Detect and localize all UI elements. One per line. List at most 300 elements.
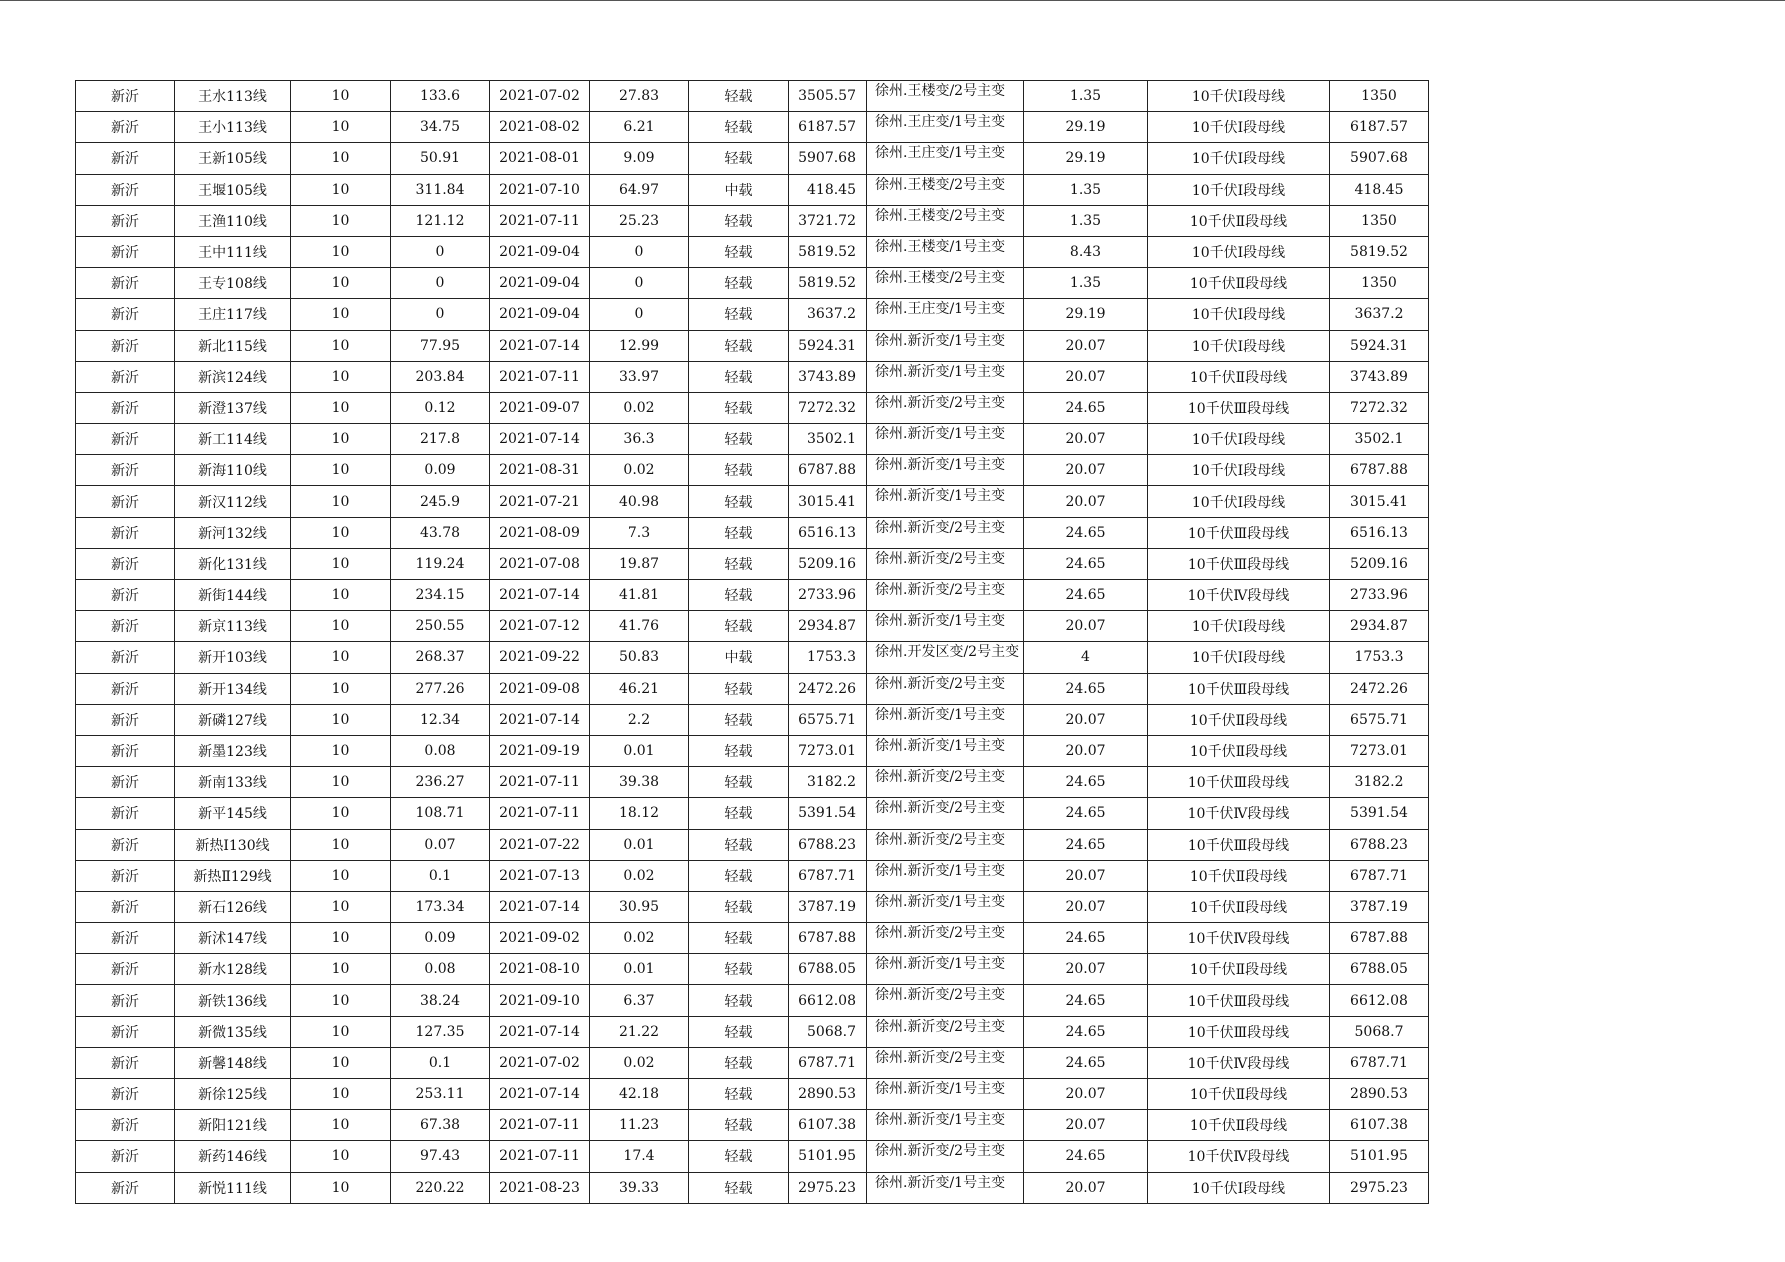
cell-record-date: 2021-09-10 <box>490 985 590 1016</box>
cell-county: 新沂 <box>76 1172 175 1203</box>
cell-record-date: 2021-07-21 <box>490 486 590 517</box>
cell-source-transformer: 徐州.新沂变/1号主变 <box>867 1079 1024 1110</box>
cell-load-status: 轻载 <box>689 424 789 455</box>
cell-load-status: 轻载 <box>689 985 789 1016</box>
cell-remaining-capacity: 5391.54 <box>1330 798 1429 829</box>
cell-load-status: 轻载 <box>689 673 789 704</box>
cell-busbar-section: 10千伏Ⅲ段母线 <box>1148 985 1330 1016</box>
cell-feeder-name: 新水128线 <box>175 954 291 985</box>
cell-current-load: 108.71 <box>391 798 490 829</box>
cell-remaining-capacity: 3015.41 <box>1330 486 1429 517</box>
cell-load-rate: 40.98 <box>590 486 689 517</box>
cell-current-load: 43.78 <box>391 517 490 548</box>
cell-busbar-section: 10千伏Ⅰ段母线 <box>1148 611 1330 642</box>
cell-record-date: 2021-08-01 <box>490 143 590 174</box>
cell-load-status: 轻载 <box>689 704 789 735</box>
cell-busbar-section: 10千伏Ⅳ段母线 <box>1148 1141 1330 1172</box>
cell-county: 新沂 <box>76 205 175 236</box>
cell-load-status: 中载 <box>689 642 789 673</box>
cell-voltage-level: 10 <box>291 1141 391 1172</box>
cell-busbar-section: 10千伏Ⅰ段母线 <box>1148 236 1330 267</box>
cell-source-transformer: 徐州.新沂变/1号主变 <box>867 954 1024 985</box>
cell-source-transformer: 徐州.新沂变/2号主变 <box>867 798 1024 829</box>
cell-available-capacity: 418.45 <box>789 174 867 205</box>
cell-source-transformer: 徐州.王楼变/2号主变 <box>867 205 1024 236</box>
cell-transformer-load-rate: 24.65 <box>1024 767 1148 798</box>
cell-record-date: 2021-07-14 <box>490 1016 590 1047</box>
cell-available-capacity: 2733.96 <box>789 580 867 611</box>
cell-load-rate: 18.12 <box>590 798 689 829</box>
cell-load-status: 轻载 <box>689 143 789 174</box>
cell-voltage-level: 10 <box>291 486 391 517</box>
cell-record-date: 2021-07-02 <box>490 1047 590 1078</box>
cell-remaining-capacity: 6575.71 <box>1330 704 1429 735</box>
table-row <box>76 673 1429 704</box>
table-row <box>76 1110 1429 1141</box>
cell-current-load: 34.75 <box>391 112 490 143</box>
table-row <box>76 798 1429 829</box>
cell-available-capacity: 5819.52 <box>789 268 867 299</box>
cell-source-transformer: 徐州.王楼变/2号主变 <box>867 268 1024 299</box>
cell-load-rate: 50.83 <box>590 642 689 673</box>
cell-current-load: 311.84 <box>391 174 490 205</box>
cell-busbar-section: 10千伏Ⅰ段母线 <box>1148 143 1330 174</box>
cell-transformer-load-rate: 24.65 <box>1024 923 1148 954</box>
cell-record-date: 2021-09-22 <box>490 642 590 673</box>
cell-county: 新沂 <box>76 81 175 112</box>
cell-load-status: 中载 <box>689 174 789 205</box>
cell-load-status: 轻载 <box>689 1047 789 1078</box>
cell-remaining-capacity: 3637.2 <box>1330 299 1429 330</box>
cell-remaining-capacity: 3502.1 <box>1330 424 1429 455</box>
cell-load-status: 轻载 <box>689 580 789 611</box>
cell-remaining-capacity: 7272.32 <box>1330 392 1429 423</box>
cell-current-load: 0.08 <box>391 735 490 766</box>
cell-county: 新沂 <box>76 735 175 766</box>
cell-remaining-capacity: 6187.57 <box>1330 112 1429 143</box>
cell-remaining-capacity: 2975.23 <box>1330 1172 1429 1203</box>
cell-record-date: 2021-08-31 <box>490 455 590 486</box>
cell-current-load: 253.11 <box>391 1079 490 1110</box>
cell-busbar-section: 10千伏Ⅲ段母线 <box>1148 1016 1330 1047</box>
cell-current-load: 250.55 <box>391 611 490 642</box>
cell-voltage-level: 10 <box>291 174 391 205</box>
cell-voltage-level: 10 <box>291 860 391 891</box>
cell-county: 新沂 <box>76 486 175 517</box>
cell-feeder-name: 新药146线 <box>175 1141 291 1172</box>
table-row <box>76 1172 1429 1203</box>
cell-available-capacity: 2472.26 <box>789 673 867 704</box>
cell-load-status: 轻载 <box>689 517 789 548</box>
cell-source-transformer: 徐州.新沂变/1号主变 <box>867 1172 1024 1203</box>
cell-source-transformer: 徐州.王庄变/1号主变 <box>867 299 1024 330</box>
cell-load-status: 轻载 <box>689 112 789 143</box>
cell-county: 新沂 <box>76 891 175 922</box>
cell-load-status: 轻载 <box>689 954 789 985</box>
cell-remaining-capacity: 5907.68 <box>1330 143 1429 174</box>
cell-voltage-level: 10 <box>291 1079 391 1110</box>
cell-load-status: 轻载 <box>689 392 789 423</box>
cell-load-rate: 27.83 <box>590 81 689 112</box>
cell-busbar-section: 10千伏Ⅰ段母线 <box>1148 330 1330 361</box>
cell-source-transformer: 徐州.新沂变/2号主变 <box>867 1141 1024 1172</box>
table-row <box>76 580 1429 611</box>
table-row <box>76 174 1429 205</box>
cell-available-capacity: 3182.2 <box>789 767 867 798</box>
cell-county: 新沂 <box>76 236 175 267</box>
cell-busbar-section: 10千伏Ⅲ段母线 <box>1148 392 1330 423</box>
cell-available-capacity: 3015.41 <box>789 486 867 517</box>
cell-voltage-level: 10 <box>291 580 391 611</box>
cell-feeder-name: 新澄137线 <box>175 392 291 423</box>
cell-voltage-level: 10 <box>291 299 391 330</box>
cell-voltage-level: 10 <box>291 985 391 1016</box>
cell-current-load: 0 <box>391 268 490 299</box>
cell-record-date: 2021-09-08 <box>490 673 590 704</box>
cell-remaining-capacity: 2934.87 <box>1330 611 1429 642</box>
cell-load-status: 轻载 <box>689 923 789 954</box>
cell-source-transformer: 徐州.新沂变/2号主变 <box>867 673 1024 704</box>
cell-record-date: 2021-09-04 <box>490 299 590 330</box>
cell-remaining-capacity: 2890.53 <box>1330 1079 1429 1110</box>
cell-load-rate: 6.21 <box>590 112 689 143</box>
cell-feeder-name: 新铁136线 <box>175 985 291 1016</box>
cell-record-date: 2021-09-02 <box>490 923 590 954</box>
cell-busbar-section: 10千伏Ⅲ段母线 <box>1148 673 1330 704</box>
cell-current-load: 12.34 <box>391 704 490 735</box>
cell-busbar-section: 10千伏Ⅱ段母线 <box>1148 205 1330 236</box>
cell-transformer-load-rate: 20.07 <box>1024 735 1148 766</box>
cell-voltage-level: 10 <box>291 392 391 423</box>
table-row <box>76 767 1429 798</box>
cell-feeder-name: 王水113线 <box>175 81 291 112</box>
cell-feeder-name: 新工114线 <box>175 424 291 455</box>
cell-source-transformer: 徐州.新沂变/1号主变 <box>867 891 1024 922</box>
cell-feeder-name: 新悦111线 <box>175 1172 291 1203</box>
cell-current-load: 127.35 <box>391 1016 490 1047</box>
cell-current-load: 245.9 <box>391 486 490 517</box>
cell-transformer-load-rate: 1.35 <box>1024 174 1148 205</box>
cell-busbar-section: 10千伏Ⅱ段母线 <box>1148 1110 1330 1141</box>
cell-source-transformer: 徐州.新沂变/2号主变 <box>867 548 1024 579</box>
table-row <box>76 891 1429 922</box>
table-row <box>76 81 1429 112</box>
cell-remaining-capacity: 3743.89 <box>1330 361 1429 392</box>
cell-load-rate: 46.21 <box>590 673 689 704</box>
cell-record-date: 2021-07-11 <box>490 361 590 392</box>
table-row <box>76 330 1429 361</box>
cell-remaining-capacity: 1350 <box>1330 205 1429 236</box>
cell-available-capacity: 6107.38 <box>789 1110 867 1141</box>
cell-load-status: 轻载 <box>689 81 789 112</box>
cell-available-capacity: 5391.54 <box>789 798 867 829</box>
cell-county: 新沂 <box>76 829 175 860</box>
table-row <box>76 361 1429 392</box>
cell-available-capacity: 6516.13 <box>789 517 867 548</box>
cell-record-date: 2021-07-14 <box>490 1079 590 1110</box>
cell-load-status: 轻载 <box>689 860 789 891</box>
cell-source-transformer: 徐州.新沂变/1号主变 <box>867 361 1024 392</box>
cell-record-date: 2021-07-13 <box>490 860 590 891</box>
cell-voltage-level: 10 <box>291 923 391 954</box>
cell-load-status: 轻载 <box>689 611 789 642</box>
cell-current-load: 67.38 <box>391 1110 490 1141</box>
cell-load-status: 轻载 <box>689 455 789 486</box>
cell-source-transformer: 徐州.开发区变/2号主变 <box>867 642 1024 673</box>
cell-record-date: 2021-09-04 <box>490 268 590 299</box>
cell-record-date: 2021-08-09 <box>490 517 590 548</box>
cell-voltage-level: 10 <box>291 735 391 766</box>
cell-current-load: 0.12 <box>391 392 490 423</box>
cell-remaining-capacity: 2472.26 <box>1330 673 1429 704</box>
cell-feeder-name: 新开103线 <box>175 642 291 673</box>
cell-load-rate: 39.38 <box>590 767 689 798</box>
cell-transformer-load-rate: 20.07 <box>1024 891 1148 922</box>
cell-feeder-name: 新化131线 <box>175 548 291 579</box>
table-body <box>76 81 1429 1204</box>
cell-county: 新沂 <box>76 268 175 299</box>
cell-record-date: 2021-07-14 <box>490 704 590 735</box>
cell-available-capacity: 3637.2 <box>789 299 867 330</box>
cell-remaining-capacity: 1350 <box>1330 268 1429 299</box>
cell-feeder-name: 新平145线 <box>175 798 291 829</box>
cell-remaining-capacity: 6787.71 <box>1330 1047 1429 1078</box>
cell-record-date: 2021-08-10 <box>490 954 590 985</box>
cell-load-status: 轻载 <box>689 798 789 829</box>
cell-busbar-section: 10千伏Ⅰ段母线 <box>1148 112 1330 143</box>
table-row <box>76 954 1429 985</box>
table-row <box>76 735 1429 766</box>
cell-load-rate: 0.02 <box>590 1047 689 1078</box>
cell-transformer-load-rate: 20.07 <box>1024 424 1148 455</box>
cell-county: 新沂 <box>76 517 175 548</box>
cell-feeder-name: 新沭147线 <box>175 923 291 954</box>
cell-voltage-level: 10 <box>291 1172 391 1203</box>
cell-county: 新沂 <box>76 673 175 704</box>
table-row <box>76 392 1429 423</box>
cell-transformer-load-rate: 1.35 <box>1024 268 1148 299</box>
cell-feeder-name: 新街144线 <box>175 580 291 611</box>
cell-busbar-section: 10千伏Ⅰ段母线 <box>1148 1172 1330 1203</box>
table-row <box>76 985 1429 1016</box>
cell-transformer-load-rate: 20.07 <box>1024 330 1148 361</box>
cell-transformer-load-rate: 24.65 <box>1024 580 1148 611</box>
cell-remaining-capacity: 6788.23 <box>1330 829 1429 860</box>
cell-load-rate: 0 <box>590 268 689 299</box>
cell-load-rate: 33.97 <box>590 361 689 392</box>
cell-remaining-capacity: 6787.88 <box>1330 455 1429 486</box>
cell-transformer-load-rate: 24.65 <box>1024 1141 1148 1172</box>
table-row <box>76 205 1429 236</box>
cell-record-date: 2021-07-14 <box>490 330 590 361</box>
cell-source-transformer: 徐州.新沂变/2号主变 <box>867 517 1024 548</box>
cell-transformer-load-rate: 29.19 <box>1024 143 1148 174</box>
cell-busbar-section: 10千伏Ⅱ段母线 <box>1148 1079 1330 1110</box>
cell-feeder-name: 新河132线 <box>175 517 291 548</box>
cell-current-load: 0.1 <box>391 1047 490 1078</box>
cell-transformer-load-rate: 20.07 <box>1024 860 1148 891</box>
cell-record-date: 2021-07-14 <box>490 580 590 611</box>
cell-available-capacity: 2934.87 <box>789 611 867 642</box>
cell-county: 新沂 <box>76 923 175 954</box>
cell-feeder-name: 王专108线 <box>175 268 291 299</box>
cell-available-capacity: 6787.71 <box>789 1047 867 1078</box>
cell-source-transformer: 徐州.新沂变/1号主变 <box>867 1110 1024 1141</box>
cell-source-transformer: 徐州.新沂变/2号主变 <box>867 985 1024 1016</box>
table-row <box>76 517 1429 548</box>
cell-available-capacity: 2890.53 <box>789 1079 867 1110</box>
table-row <box>76 112 1429 143</box>
cell-voltage-level: 10 <box>291 611 391 642</box>
table-row <box>76 1016 1429 1047</box>
cell-load-rate: 0 <box>590 236 689 267</box>
cell-source-transformer: 徐州.王楼变/2号主变 <box>867 174 1024 205</box>
cell-current-load: 173.34 <box>391 891 490 922</box>
cell-feeder-name: 新馨148线 <box>175 1047 291 1078</box>
cell-voltage-level: 10 <box>291 642 391 673</box>
page-top-rule <box>0 0 1785 1</box>
cell-available-capacity: 3502.1 <box>789 424 867 455</box>
cell-feeder-name: 王小113线 <box>175 112 291 143</box>
cell-load-status: 轻载 <box>689 205 789 236</box>
table-row <box>76 455 1429 486</box>
cell-load-rate: 25.23 <box>590 205 689 236</box>
cell-available-capacity: 3743.89 <box>789 361 867 392</box>
cell-busbar-section: 10千伏Ⅱ段母线 <box>1148 954 1330 985</box>
cell-current-load: 0.07 <box>391 829 490 860</box>
cell-county: 新沂 <box>76 704 175 735</box>
cell-feeder-name: 新微135线 <box>175 1016 291 1047</box>
cell-load-rate: 2.2 <box>590 704 689 735</box>
cell-current-load: 277.26 <box>391 673 490 704</box>
cell-voltage-level: 10 <box>291 517 391 548</box>
cell-record-date: 2021-07-14 <box>490 424 590 455</box>
cell-load-status: 轻载 <box>689 268 789 299</box>
cell-load-rate: 7.3 <box>590 517 689 548</box>
cell-current-load: 0 <box>391 299 490 330</box>
cell-load-status: 轻载 <box>689 1110 789 1141</box>
cell-load-status: 轻载 <box>689 361 789 392</box>
cell-transformer-load-rate: 24.65 <box>1024 673 1148 704</box>
cell-source-transformer: 徐州.新沂变/1号主变 <box>867 424 1024 455</box>
cell-transformer-load-rate: 20.07 <box>1024 611 1148 642</box>
table-row <box>76 1141 1429 1172</box>
cell-feeder-name: 王堰105线 <box>175 174 291 205</box>
cell-current-load: 38.24 <box>391 985 490 1016</box>
cell-remaining-capacity: 2733.96 <box>1330 580 1429 611</box>
cell-available-capacity: 7272.32 <box>789 392 867 423</box>
cell-current-load: 119.24 <box>391 548 490 579</box>
cell-current-load: 203.84 <box>391 361 490 392</box>
cell-voltage-level: 10 <box>291 236 391 267</box>
cell-available-capacity: 5209.16 <box>789 548 867 579</box>
cell-transformer-load-rate: 20.07 <box>1024 1110 1148 1141</box>
cell-record-date: 2021-07-08 <box>490 548 590 579</box>
cell-load-rate: 42.18 <box>590 1079 689 1110</box>
cell-source-transformer: 徐州.王楼变/2号主变 <box>867 81 1024 112</box>
cell-feeder-name: 新墨123线 <box>175 735 291 766</box>
cell-remaining-capacity: 5068.7 <box>1330 1016 1429 1047</box>
cell-voltage-level: 10 <box>291 548 391 579</box>
cell-load-status: 轻载 <box>689 829 789 860</box>
cell-transformer-load-rate: 24.65 <box>1024 392 1148 423</box>
cell-voltage-level: 10 <box>291 829 391 860</box>
cell-available-capacity: 6612.08 <box>789 985 867 1016</box>
cell-transformer-load-rate: 24.65 <box>1024 985 1148 1016</box>
cell-source-transformer: 徐州.新沂变/2号主变 <box>867 1016 1024 1047</box>
cell-busbar-section: 10千伏Ⅰ段母线 <box>1148 174 1330 205</box>
cell-load-status: 轻载 <box>689 330 789 361</box>
table-row <box>76 611 1429 642</box>
cell-available-capacity: 6788.05 <box>789 954 867 985</box>
cell-load-rate: 0.02 <box>590 860 689 891</box>
cell-busbar-section: 10千伏Ⅰ段母线 <box>1148 486 1330 517</box>
cell-busbar-section: 10千伏Ⅳ段母线 <box>1148 1047 1330 1078</box>
cell-record-date: 2021-09-07 <box>490 392 590 423</box>
cell-current-load: 0.09 <box>391 455 490 486</box>
table-row <box>76 829 1429 860</box>
cell-current-load: 97.43 <box>391 1141 490 1172</box>
cell-remaining-capacity: 7273.01 <box>1330 735 1429 766</box>
cell-record-date: 2021-07-11 <box>490 1141 590 1172</box>
cell-load-rate: 0.01 <box>590 954 689 985</box>
cell-feeder-name: 新南133线 <box>175 767 291 798</box>
cell-record-date: 2021-07-12 <box>490 611 590 642</box>
cell-load-rate: 41.81 <box>590 580 689 611</box>
cell-load-rate: 6.37 <box>590 985 689 1016</box>
cell-remaining-capacity: 6788.05 <box>1330 954 1429 985</box>
cell-busbar-section: 10千伏Ⅱ段母线 <box>1148 361 1330 392</box>
cell-record-date: 2021-07-10 <box>490 174 590 205</box>
cell-source-transformer: 徐州.新沂变/1号主变 <box>867 735 1024 766</box>
cell-feeder-name: 新北115线 <box>175 330 291 361</box>
cell-voltage-level: 10 <box>291 81 391 112</box>
cell-source-transformer: 徐州.新沂变/2号主变 <box>867 392 1024 423</box>
table-row <box>76 143 1429 174</box>
cell-load-rate: 0.01 <box>590 735 689 766</box>
cell-voltage-level: 10 <box>291 1047 391 1078</box>
cell-load-status: 轻载 <box>689 299 789 330</box>
cell-current-load: 50.91 <box>391 143 490 174</box>
cell-record-date: 2021-07-11 <box>490 205 590 236</box>
cell-feeder-name: 新石126线 <box>175 891 291 922</box>
cell-source-transformer: 徐州.新沂变/1号主变 <box>867 486 1024 517</box>
cell-county: 新沂 <box>76 1110 175 1141</box>
cell-feeder-name: 王新105线 <box>175 143 291 174</box>
cell-source-transformer: 徐州.新沂变/1号主变 <box>867 455 1024 486</box>
cell-transformer-load-rate: 24.65 <box>1024 548 1148 579</box>
cell-voltage-level: 10 <box>291 143 391 174</box>
cell-feeder-name: 王庄117线 <box>175 299 291 330</box>
cell-voltage-level: 10 <box>291 455 391 486</box>
cell-load-status: 轻载 <box>689 486 789 517</box>
cell-load-status: 轻载 <box>689 1016 789 1047</box>
cell-load-status: 轻载 <box>689 1141 789 1172</box>
cell-remaining-capacity: 1350 <box>1330 81 1429 112</box>
cell-county: 新沂 <box>76 112 175 143</box>
cell-transformer-load-rate: 20.07 <box>1024 1172 1148 1203</box>
table-row <box>76 299 1429 330</box>
cell-current-load: 77.95 <box>391 330 490 361</box>
cell-transformer-load-rate: 20.07 <box>1024 704 1148 735</box>
cell-remaining-capacity: 3787.19 <box>1330 891 1429 922</box>
cell-remaining-capacity: 1753.3 <box>1330 642 1429 673</box>
cell-transformer-load-rate: 4 <box>1024 642 1148 673</box>
cell-load-rate: 0.01 <box>590 829 689 860</box>
table-row <box>76 1079 1429 1110</box>
cell-load-rate: 0.02 <box>590 923 689 954</box>
cell-feeder-name: 新热Ⅰ130线 <box>175 829 291 860</box>
